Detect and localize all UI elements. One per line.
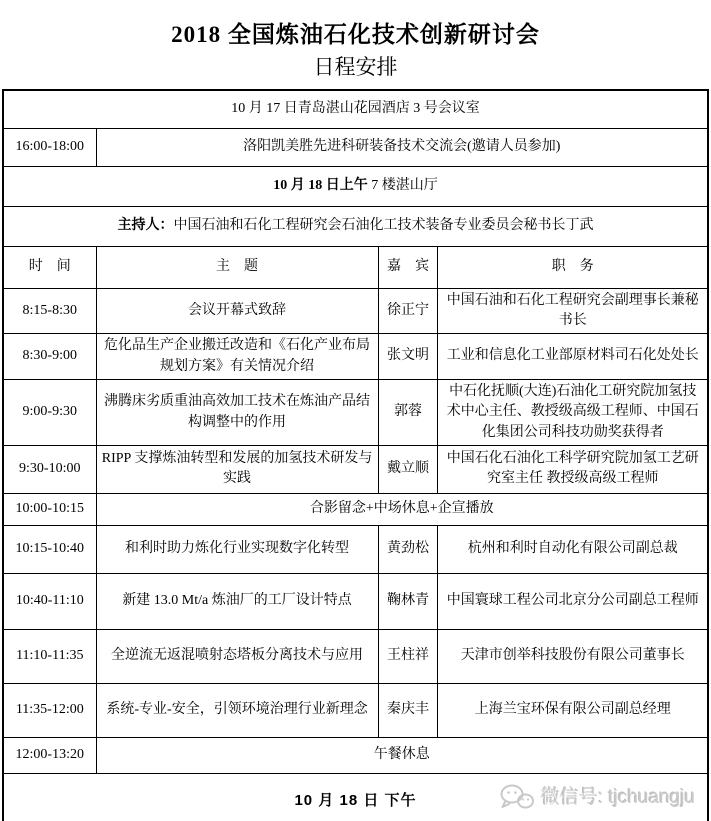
guest-cell: 张文明 [378,334,438,380]
job-cell: 中石化抚顺(大连)石油化工研究院加氢技术中心主任、教授级高级工程师、中国石化集团公司科技功勋奖获得者 [438,380,708,446]
topic-cell: 全逆流无返混喷射态塔板分离技术与应用 [96,629,378,683]
guest-cell: 郭蓉 [378,380,438,446]
job-cell: 中国石化石油化工科学研究院加氢工艺研究室主任 教授级高级工程师 [438,445,708,493]
guest-cell: 王柱祥 [378,629,438,683]
host-name: 中国石油和石化工程研究会石油化工技术装备专业委员会秘书长丁武 [173,217,594,233]
pre-session-row [3,128,708,166]
talk-row [3,683,708,737]
venue-oct17-cell: 10 月 17 日青岛湛山花园酒店 3 号会议室 [3,90,708,128]
job-cell: 中国寰球工程公司北京分公司副总工程师 [438,573,708,629]
job-cell: 杭州和利时自动化有限公司副总裁 [438,525,708,573]
session-am-date: 10 月 18 日上午 [273,177,368,193]
talk-row [3,573,708,629]
lunch-event-cell: 午餐休息 [96,737,708,773]
time-cell: 9:00-9:30 [3,380,96,446]
watermark-text: 微信号: tjchuangju [540,787,695,809]
guest-cell: 鞠林青 [378,573,438,629]
talk-row [3,445,708,493]
session-pm-cell [3,773,708,821]
guest-cell: 徐正宁 [378,288,438,334]
time-cell: 11:35-12:00 [3,683,96,737]
job-cell: 工业和信息化工业部原材料司石化处处长 [438,334,708,380]
topic-cell: 新建 13.0 Mt/a 炼油厂的工厂设计特点 [96,573,378,629]
topic-cell: 系统-专业-安全，引领环境治理行业新理念 [96,683,378,737]
time-cell: 10:00-10:15 [3,493,96,525]
time-cell: 10:15-10:40 [3,525,96,573]
time-cell: 8:15-8:30 [3,288,96,334]
wechat-icon [499,783,535,813]
venue-row [3,90,708,128]
session-pm-label: 10 月 18 日 下午 [294,792,417,810]
header-guest: 嘉 宾 [378,246,438,288]
topic-cell: 和利时助力炼化行业实现数字化转型 [96,525,378,573]
host-label: 主持人： [117,217,174,233]
topic-cell: 会议开幕式致辞 [96,288,378,334]
time-cell: 12:00-13:20 [3,737,96,773]
header-time: 时 间 [3,246,96,288]
talk-row [3,380,708,446]
page-title: 2018 全国炼油石化技术创新研讨会 [171,22,540,47]
pre-session-event-cell: 洛阳凯美胜先进科研装备技术交流会(邀请人员参加) [96,128,708,166]
session-am-row [3,166,708,206]
session-pm-row [3,773,708,821]
topic-cell: 危化品生产企业搬迁改造和《石化产业布局规划方案》有关情况介绍 [96,334,378,380]
session-am-venue: 7 楼湛山厅 [367,177,438,193]
talk-row [3,288,708,334]
guest-cell: 秦庆丰 [378,683,438,737]
host-row [3,206,708,246]
schedule-table [2,89,709,821]
guest-cell: 戴立顺 [378,445,438,493]
job-cell: 天津市创举科技股份有限公司董事长 [438,629,708,683]
page-subtitle: 日程安排 [313,56,398,79]
talk-row [3,525,708,573]
guest-cell: 黄劲松 [378,525,438,573]
break-row [3,493,708,525]
column-header-row [3,246,708,288]
break-event-cell: 合影留念+中场休息+企宣播放 [96,493,708,525]
time-cell: 11:10-11:35 [3,629,96,683]
time-cell: 8:30-9:00 [3,334,96,380]
watermark [499,783,695,813]
job-cell: 上海兰宝环保有限公司副总经理 [438,683,708,737]
time-cell: 9:30-10:00 [3,445,96,493]
header-job: 职 务 [438,246,708,288]
time-cell: 10:40-11:10 [3,573,96,629]
topic-cell: RIPP 支撑炼油转型和发展的加氢技术研发与实践 [96,445,378,493]
header-topic: 主 题 [96,246,378,288]
talk-row [3,334,708,380]
talk-row [3,629,708,683]
lunch-row [3,737,708,773]
job-cell: 中国石油和石化工程研究会副理事长兼秘书长 [438,288,708,334]
topic-cell: 沸腾床劣质重油高效加工技术在炼油产品结构调整中的作用 [96,380,378,446]
host-cell [3,206,708,246]
session-am-cell [3,166,708,206]
time-cell: 16:00-18:00 [3,128,96,166]
